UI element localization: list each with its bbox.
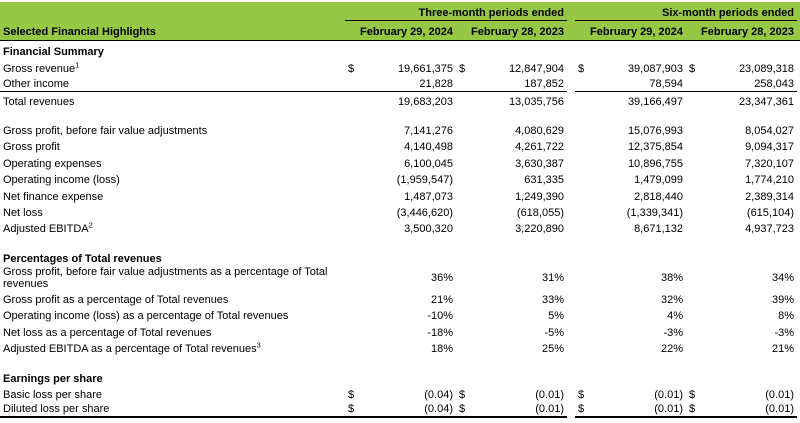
value-cell-3m-2024 [345, 294, 456, 307]
cell-value: 12,847,904 [508, 62, 564, 75]
footnote-marker: 1 [75, 60, 80, 70]
value-cell-3m-2023 [456, 125, 567, 138]
cell-value: (0.01) [654, 389, 683, 402]
footnote-marker: 3 [256, 340, 261, 350]
row-label [0, 403, 345, 418]
row-label [0, 46, 345, 59]
row-label-text: Percentages of Total revenues [3, 252, 162, 265]
value-cell-3m-2023 [456, 403, 567, 418]
column-header-row [0, 21, 800, 40]
value-cell-6m-2023 [686, 294, 797, 307]
value-cell-6m-2024 [575, 158, 686, 171]
cell-value: 39% [771, 294, 794, 307]
table-row [0, 340, 800, 356]
row-label [0, 220, 345, 236]
cell-value: 39,166,497 [627, 95, 683, 108]
cell-value: -3% [663, 326, 683, 339]
value-cell-3m-2024 [345, 403, 456, 418]
row-label-text: Total revenues [3, 95, 75, 108]
value-cell-3m-2024 [345, 327, 456, 340]
cell-value: (615,104) [746, 206, 794, 219]
value-cell-3m-2023 [456, 265, 567, 266]
value-cell-3m-2024 [345, 389, 456, 402]
cell-value: (1,959,547) [396, 174, 453, 187]
value-cell-6m-2023 [686, 63, 797, 76]
value-cell-6m-2024 [575, 78, 686, 92]
value-cell-6m-2023 [686, 223, 797, 236]
cell-value: 18% [430, 343, 453, 356]
footnote-marker: 2 [88, 220, 93, 230]
section-title-row [0, 249, 800, 265]
value-cell-3m-2024 [345, 223, 456, 236]
value-cell-3m-2024 [345, 272, 456, 285]
value-cell-6m-2024 [575, 310, 686, 323]
cell-value: 6,100,045 [404, 157, 453, 170]
currency-symbol: $ [348, 62, 355, 75]
value-cell-6m-2023 [686, 389, 797, 402]
cell-value: 36% [430, 271, 453, 284]
value-cell-3m-2024 [345, 158, 456, 171]
value-cell-6m-2024 [575, 125, 686, 138]
cell-value: 33% [541, 294, 564, 307]
cell-value: 23,347,361 [738, 95, 794, 108]
cell-value: (0.01) [765, 403, 794, 416]
row-label-text: Basic loss per share [3, 389, 103, 402]
column-group-three-month: Three-month periods ended [345, 7, 567, 21]
row-label-text: Financial Summary [3, 46, 104, 59]
value-cell-3m-2023 [456, 294, 567, 307]
value-cell-3m-2024 [345, 265, 456, 266]
row-label [0, 141, 345, 154]
table-row [0, 154, 800, 170]
cell-value: (0.01) [535, 403, 564, 416]
section-title-row [0, 43, 800, 59]
value-cell-6m-2024 [575, 63, 686, 76]
page-title: Selected Financial Highlights [3, 26, 156, 38]
cell-value: -10% [427, 310, 453, 323]
cell-value: 23,089,318 [738, 62, 794, 75]
currency-symbol: $ [689, 62, 696, 75]
table-body [0, 41, 800, 418]
value-cell-6m-2024 [575, 272, 686, 285]
cell-value: 8% [778, 310, 794, 323]
currency-symbol: $ [689, 389, 696, 402]
table-row [0, 323, 800, 339]
table-row [0, 59, 800, 75]
cell-value: (0.01) [765, 389, 794, 402]
cell-value: 32% [660, 294, 683, 307]
cell-value: -3% [774, 326, 794, 339]
value-cell-3m-2024 [345, 174, 456, 187]
value-cell-6m-2024 [575, 327, 686, 340]
value-cell-3m-2024 [345, 141, 456, 154]
row-label-text: Operating income (loss) [3, 174, 120, 187]
value-cell-6m-2023 [686, 265, 797, 266]
cell-value: 1,774,210 [745, 174, 794, 187]
currency-symbol: $ [459, 403, 466, 416]
spacer-row [0, 356, 800, 369]
cell-value: (0.01) [654, 403, 683, 416]
table-row [0, 307, 800, 323]
section-title-row [0, 369, 800, 385]
row-label [0, 253, 345, 266]
cell-value: 31% [541, 271, 564, 284]
row-label-text: Net loss as a percentage of Total revenues [3, 326, 212, 339]
cell-value: 4,937,723 [745, 223, 794, 236]
row-label [0, 96, 345, 109]
row-label-text: Gross profit, before fair value adjustments [3, 124, 208, 137]
cell-value: 25% [541, 343, 564, 356]
cell-value: 15,076,993 [627, 124, 683, 137]
value-cell-3m-2023 [456, 96, 567, 109]
value-cell-6m-2023 [686, 343, 797, 356]
column-header-3m-2023: February 28, 2023 [471, 26, 564, 38]
column-header-3m-2024: February 29, 2024 [360, 26, 453, 38]
cell-value: 39,087,903 [627, 62, 683, 75]
value-cell-3m-2023 [456, 158, 567, 171]
value-cell-6m-2023 [686, 327, 797, 340]
cell-value: 8,054,027 [745, 124, 794, 137]
cell-value: -5% [544, 326, 564, 339]
value-cell-6m-2024 [575, 223, 686, 236]
currency-symbol: $ [459, 62, 466, 75]
row-label-text: Net finance expense [3, 190, 104, 203]
cell-value: 22% [660, 343, 683, 356]
currency-symbol: $ [578, 62, 585, 75]
value-cell-6m-2024 [575, 191, 686, 204]
value-cell-6m-2024 [575, 389, 686, 402]
table-row [0, 76, 800, 92]
value-cell-6m-2023 [686, 96, 797, 109]
row-label [0, 174, 345, 187]
table-row [0, 122, 800, 138]
row-label [0, 389, 345, 402]
cell-value: 10,896,755 [627, 157, 683, 170]
column-header-6m-2024: February 29, 2024 [590, 26, 683, 38]
value-cell-6m-2023 [686, 78, 797, 92]
row-label-text: Earnings per share [3, 372, 103, 385]
value-cell-3m-2023 [456, 389, 567, 402]
value-cell-6m-2023 [686, 191, 797, 204]
cell-value: (0.01) [535, 389, 564, 402]
cell-value: -18% [427, 326, 453, 339]
table-header [0, 2, 800, 41]
value-cell-3m-2023 [456, 174, 567, 187]
value-cell-3m-2023 [456, 343, 567, 356]
cell-value: 3,220,890 [515, 223, 564, 236]
cell-value: 3,630,387 [515, 157, 564, 170]
value-cell-6m-2024 [575, 343, 686, 356]
cell-value: 21,828 [419, 78, 453, 91]
cell-value: (1,339,341) [626, 206, 683, 219]
value-cell-6m-2023 [686, 207, 797, 220]
row-label [0, 78, 345, 92]
row-label-text: Adjusted EBITDA [3, 223, 89, 236]
spacer-row [0, 109, 800, 122]
table-row [0, 92, 800, 108]
cell-value: 4,261,722 [515, 141, 564, 154]
row-label [0, 266, 345, 291]
table-row [0, 402, 800, 418]
value-cell-6m-2024 [575, 58, 686, 59]
cell-value: 4% [667, 310, 683, 323]
cell-value: (3,446,620) [396, 206, 453, 219]
cell-value: 1,487,073 [404, 190, 453, 203]
row-label-text: Adjusted EBITDA as a percentage of Total revenues [3, 343, 257, 356]
value-cell-3m-2024 [345, 58, 456, 59]
period-group-row [0, 2, 800, 21]
value-cell-3m-2023 [456, 272, 567, 285]
table-row [0, 138, 800, 154]
cell-value: 4,140,498 [404, 141, 453, 154]
row-label [0, 340, 345, 356]
row-label [0, 310, 345, 323]
currency-symbol: $ [578, 389, 585, 402]
row-label [0, 60, 345, 76]
cell-value: 78,594 [649, 78, 683, 91]
value-cell-6m-2024 [575, 141, 686, 154]
value-cell-6m-2024 [575, 294, 686, 307]
row-label-text: Gross profit [3, 141, 60, 154]
table-row [0, 171, 800, 187]
value-cell-6m-2024 [575, 207, 686, 220]
cell-value: 2,389,314 [745, 190, 794, 203]
value-cell-3m-2023 [456, 207, 567, 220]
cell-value: 187,852 [524, 78, 564, 91]
table-row [0, 204, 800, 220]
cell-value: 19,661,375 [397, 62, 453, 75]
cell-value: (0.04) [424, 403, 453, 416]
value-cell-6m-2024 [575, 174, 686, 187]
value-cell-3m-2024 [345, 63, 456, 76]
cell-value: 13,035,756 [508, 95, 564, 108]
value-cell-6m-2023 [686, 310, 797, 323]
cell-value: 5% [548, 310, 564, 323]
row-label [0, 158, 345, 171]
value-cell-3m-2023 [456, 223, 567, 236]
currency-symbol: $ [348, 389, 355, 402]
cell-value: 9,094,317 [745, 141, 794, 154]
value-cell-3m-2024 [345, 310, 456, 323]
row-label [0, 125, 345, 138]
cell-value: 38% [660, 271, 683, 284]
cell-value: 19,683,203 [397, 95, 453, 108]
column-header-6m-2023: February 28, 2023 [701, 26, 794, 38]
value-cell-6m-2024 [575, 385, 686, 386]
value-cell-6m-2024 [575, 96, 686, 109]
currency-symbol: $ [578, 403, 585, 416]
cell-value: 1,249,390 [515, 190, 564, 203]
row-label-text: Other income [3, 78, 70, 91]
cell-value: (0.04) [424, 389, 453, 402]
value-cell-3m-2024 [345, 96, 456, 109]
value-cell-3m-2023 [456, 141, 567, 154]
value-cell-6m-2023 [686, 141, 797, 154]
value-cell-3m-2024 [345, 125, 456, 138]
cell-value: 258,043 [754, 78, 794, 91]
row-label [0, 207, 345, 220]
value-cell-3m-2023 [456, 63, 567, 76]
value-cell-3m-2024 [345, 385, 456, 386]
value-cell-3m-2023 [456, 58, 567, 59]
currency-symbol: $ [459, 389, 466, 402]
cell-value: 21% [430, 294, 453, 307]
value-cell-3m-2023 [456, 310, 567, 323]
value-cell-6m-2024 [575, 265, 686, 266]
row-label-text: Operating expenses [3, 157, 102, 170]
value-cell-3m-2024 [345, 78, 456, 92]
value-cell-6m-2023 [686, 403, 797, 418]
cell-value: (618,055) [516, 206, 564, 219]
table-row [0, 220, 800, 236]
cell-value: 1,479,099 [634, 174, 683, 187]
cell-value: 8,671,132 [634, 223, 683, 236]
cell-value: 7,320,107 [745, 157, 794, 170]
value-cell-3m-2023 [456, 385, 567, 386]
cell-value: 34% [771, 271, 794, 284]
value-cell-3m-2024 [345, 343, 456, 356]
row-label-text: Net loss [3, 206, 43, 219]
currency-symbol: $ [348, 403, 355, 416]
value-cell-3m-2023 [456, 327, 567, 340]
table-row [0, 266, 800, 291]
row-label [0, 373, 345, 386]
value-cell-6m-2024 [575, 403, 686, 418]
row-label-text: Gross revenue [3, 62, 76, 75]
row-label-text: Gross profit, before fair value adjustments as a percentage of Total revenues [3, 265, 328, 290]
row-label-text: Gross profit as a percentage of Total revenues [3, 294, 229, 307]
cell-value: 4,080,629 [515, 124, 564, 137]
table-row [0, 291, 800, 307]
row-label [0, 191, 345, 204]
cell-value: 21% [771, 343, 794, 356]
cell-value: 3,500,320 [404, 223, 453, 236]
row-label [0, 327, 345, 340]
value-cell-3m-2024 [345, 191, 456, 204]
row-label-text: Diluted loss per share [3, 403, 110, 416]
row-label [0, 294, 345, 307]
value-cell-6m-2023 [686, 174, 797, 187]
value-cell-3m-2024 [345, 207, 456, 220]
value-cell-6m-2023 [686, 385, 797, 386]
row-label-text: Operating income (loss) as a percentage of Total revenues [3, 310, 289, 323]
cell-value: 7,141,276 [404, 124, 453, 137]
currency-symbol: $ [689, 403, 696, 416]
value-cell-6m-2023 [686, 272, 797, 285]
column-group-six-month: Six-month periods ended [575, 7, 797, 21]
table-row [0, 187, 800, 203]
value-cell-6m-2023 [686, 125, 797, 138]
cell-value: 631,335 [524, 174, 564, 187]
value-cell-3m-2023 [456, 78, 567, 92]
value-cell-3m-2023 [456, 191, 567, 204]
spacer-row [0, 236, 800, 249]
value-cell-6m-2023 [686, 158, 797, 171]
cell-value: 2,818,440 [634, 190, 683, 203]
table-row [0, 386, 800, 402]
value-cell-6m-2023 [686, 58, 797, 59]
cell-value: 12,375,854 [627, 141, 683, 154]
